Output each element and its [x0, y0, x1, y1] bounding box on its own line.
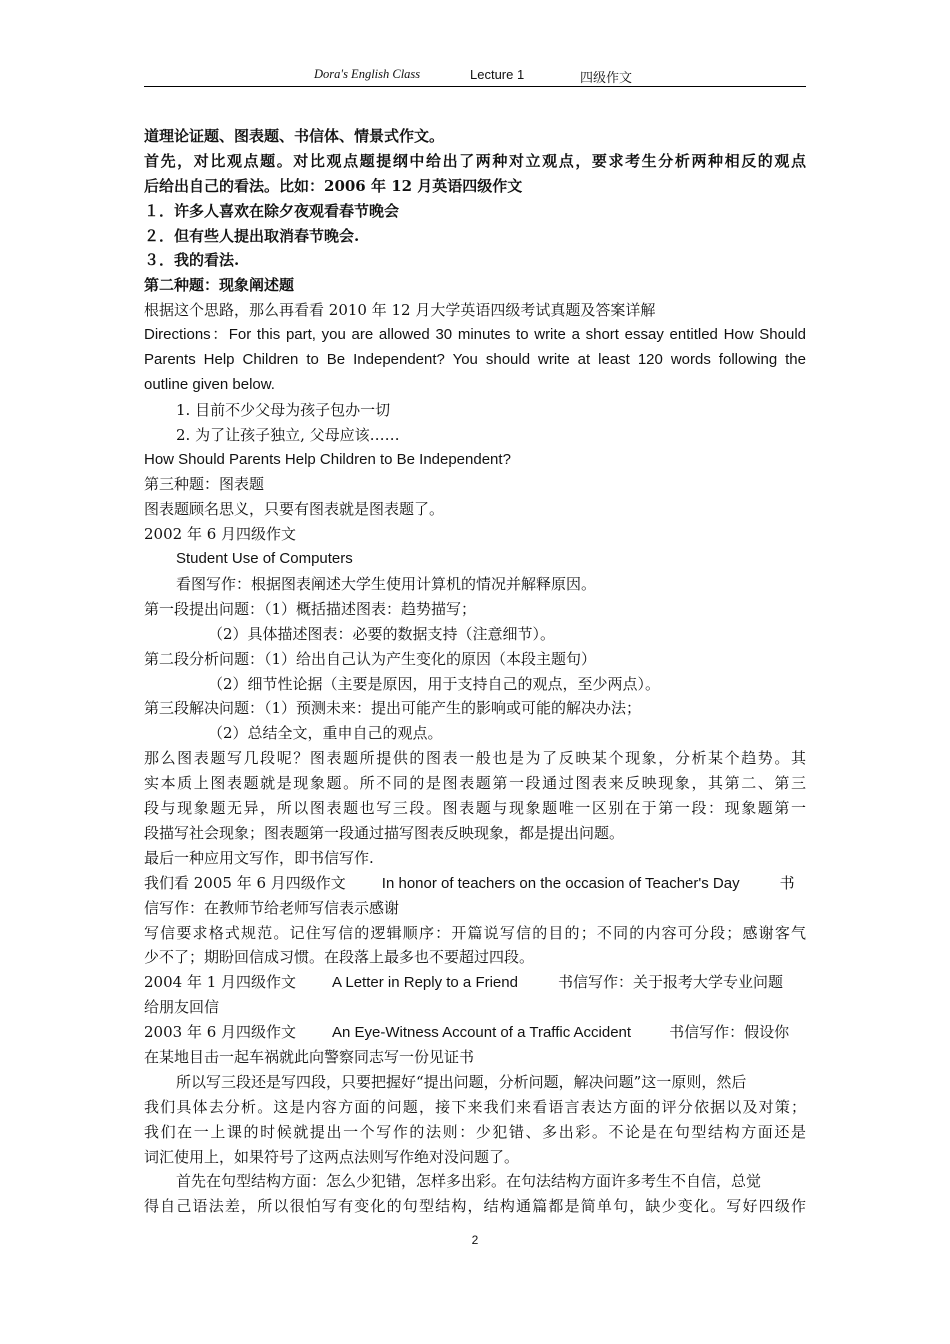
- text-line: [144, 871, 806, 896]
- text-segment: 书: [779, 873, 795, 892]
- list-item: １．许多人喜欢在除夕夜观看春节晚会: [144, 201, 400, 220]
- text-line: 段与现象题无异，所以图表题也写三段。图表题与现象题唯一区别在于第一段：现象题第一: [144, 799, 806, 818]
- text-segment: 2004 年 1 月四级作文: [144, 973, 297, 992]
- section-heading: 第二种题：现象阐述题: [144, 276, 295, 295]
- text-line: Student Use of Computers: [176, 550, 353, 568]
- text-line: （2）总结全文，重申自己的观点。: [208, 724, 443, 743]
- text-line: 道理论证题、图表题、书信体、情景式作文。: [144, 127, 445, 145]
- text-line: 第二段分析问题：（1）给出自己认为产生变化的原因（本段主题句）: [144, 649, 597, 668]
- list-item: 1. 目前不少父母为孩子包办一切: [176, 400, 391, 419]
- text-line: （2）细节性论据（主要是原因，用于支持自己的观点，至少两点）。: [208, 674, 661, 693]
- text-line: [144, 1020, 806, 1045]
- text-segment: 书信写作：关于报考大学专业问题: [557, 973, 783, 992]
- list-item: ３．我的看法.: [144, 251, 240, 270]
- page-header: [144, 64, 806, 87]
- text-line: Directions：For this part, you are allowed 30 minutes to write a short essay entitled How Should: [144, 326, 806, 344]
- text-line: 看图写作：根据图表阐述大学生使用计算机的情况并解释原因。: [176, 575, 597, 594]
- text-line: 第三段解决问题：（1）预测未来：提出可能产生的影响或可能的解决办法；: [144, 699, 642, 718]
- text-line: 词汇使用上，如果符号了这两点法则写作绝对没问题了。: [144, 1147, 520, 1166]
- text-line: 实本质上图表题就是现象题。所不同的是图表题第一段通过图表来反映现象，其第二、第三: [144, 774, 806, 793]
- text-line: 首先在句型结构方面：怎么少犯错，怎样多出彩。在句法结构方面许多考生不自信，总觉: [176, 1172, 762, 1191]
- header-class-name: Dora's English Class: [314, 67, 421, 81]
- text-line: 首先，对比观点题。对比观点题提纲中给出了两种对立观点，要求考生分析两种相反的观点: [144, 151, 806, 170]
- text-line: （2）具体描述图表：必要的数据支持（注意细节）。: [208, 624, 556, 643]
- text-line: 段描写社会现象；图表题第一段通过描写图表反映现象，都是提出问题。: [144, 823, 625, 842]
- text-line: 所以写三段还是写四段，只要把握好“提出问题，分析问题，解决问题”这一原则，然后: [176, 1072, 747, 1091]
- list-item: ２．但有些人提出取消春节晚会.: [144, 226, 360, 245]
- text-line: 少不了；期盼回信成习惯。在段落上最多也不要超过四段。: [144, 948, 535, 967]
- text-line: Parents Help Children to Be Independent? You should write at least 120 words following the: [144, 351, 806, 369]
- text-line: 给朋友回信: [144, 998, 220, 1017]
- text-line: 在某地目击一起车祸就此向警察同志写一份见证书: [144, 1047, 475, 1066]
- header-lecture: Lecture 1: [470, 67, 525, 82]
- text-line: [144, 970, 806, 995]
- text-line: 后给出自己的看法。比如：2006 年 12 月英语四级作文: [144, 176, 523, 195]
- text-line: 我们在一上课的时候就提出一个写作的法则：少犯错、多出彩。不论是在句型结构方面还是: [144, 1122, 806, 1141]
- text-line: How Should Parents Help Children to Be Independent?: [144, 450, 511, 468]
- text-line: 写信要求格式规范。记住写信的逻辑顺序：开篇说写信的目的；不同的内容可分段；感谢客气: [144, 923, 806, 942]
- text-line: 那么图表题写几段呢？图表题所提供的图表一般也是为了反映某个现象，分析某个趋势。其: [144, 749, 806, 768]
- section-heading: 第三种题：图表题: [144, 475, 265, 494]
- text-segment: A Letter in Reply to a Friend: [332, 974, 518, 992]
- text-line: 图表题顾名思义，只要有图表就是图表题了。: [144, 500, 445, 519]
- text-segment: 我们看 2005 年 6 月四级作文: [144, 873, 346, 892]
- text-line: 第一段提出问题：（1）概括描述图表：趋势描写；: [144, 599, 477, 618]
- text-segment: An Eye-Witness Account of a Traffic Accident: [332, 1024, 632, 1042]
- page-number: 2: [471, 1233, 479, 1247]
- list-item: 2. 为了让孩子独立, 父母应该……: [176, 425, 400, 444]
- text-line: 最后一种应用文写作，即书信写作.: [144, 848, 374, 867]
- text-line: 信写作：在教师节给老师写信表示感谢: [144, 898, 400, 917]
- text-segment: 书信写作：假设你: [669, 1023, 790, 1042]
- document-body: [144, 124, 806, 1219]
- text-line: 得自己语法差，所以很怕写有变化的句型结构，结构通篇都是简单句，缺少变化。写好四级作: [144, 1197, 806, 1216]
- text-line: outline given below.: [144, 375, 275, 393]
- text-line: 我们具体去分析。这是内容方面的问题，接下来我们来看语言表达方面的评分依据以及对策；: [144, 1097, 806, 1116]
- text-segment: In honor of teachers on the occasion of Teacher's Day: [381, 874, 740, 892]
- header-topic: 四级作文: [580, 71, 633, 86]
- text-line: 2002 年 6 月四级作文: [144, 525, 297, 544]
- text-segment: 2003 年 6 月四级作文: [144, 1023, 297, 1042]
- text-line: 根据这个思路，那么再看看 2010 年 12 月大学英语四级考试真题及答案详解: [144, 301, 656, 320]
